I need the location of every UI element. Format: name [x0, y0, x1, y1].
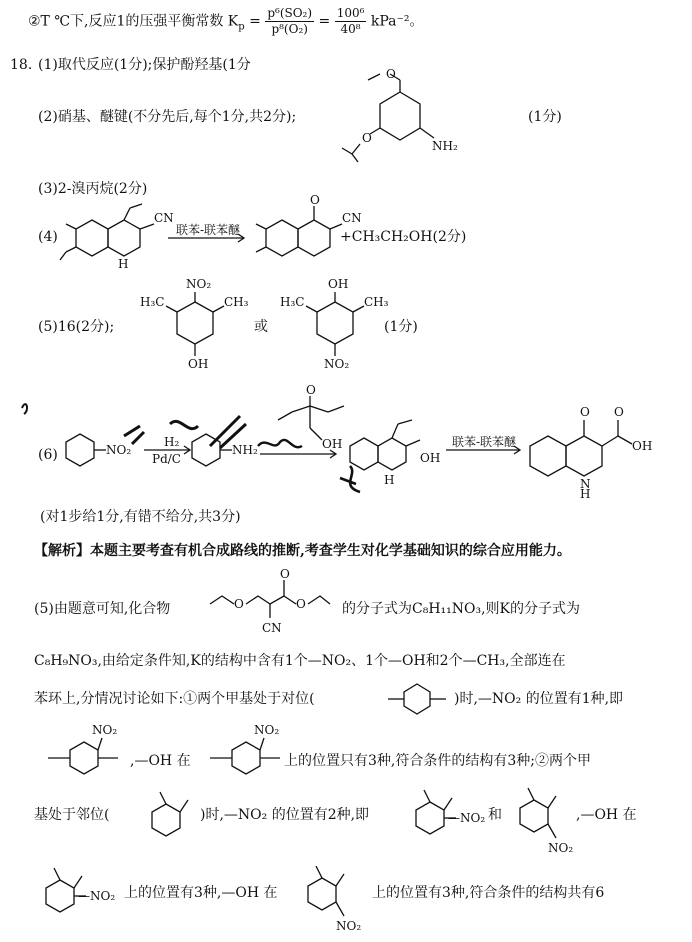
q18-label: 18.	[10, 57, 33, 73]
ch3-label-a: CH₃	[224, 295, 249, 309]
oh-label-6c: OH	[632, 439, 653, 453]
svg-text:O: O	[280, 567, 290, 581]
svg-text:O: O	[362, 131, 372, 145]
no2-label-p1: NO₂	[92, 723, 118, 737]
kp-frac1-den: p⁸(O₂)	[271, 22, 308, 36]
q18-part1: (1)取代反应(1分);保护酚羟基(1分	[38, 57, 251, 73]
nh2-label-6: NH₂	[232, 443, 258, 457]
analysis-line1b: 的分子式为C₈H₁₁NO₃,则K的分子式为	[342, 601, 581, 617]
arrow-label-4: 联苯-联苯醚	[176, 223, 241, 237]
n-label-6: N	[580, 477, 591, 491]
structure-cyanoacrylate	[210, 567, 330, 635]
oh-label-b: OH	[328, 277, 349, 291]
q18-part3: (3)2-溴丙烷(2分)	[38, 181, 148, 197]
oh-label-6b: OH	[420, 451, 441, 465]
analysis-line3a: 苯环上,分情况讨论如下:①两个甲基处于对位(	[34, 691, 315, 707]
kp-eq1: =	[249, 13, 261, 30]
structure-intermediate-6	[340, 404, 440, 494]
no2-label-p2: NO₂	[254, 723, 280, 737]
h2-label: H₂	[164, 435, 180, 449]
no2-label-b: NO₂	[324, 357, 350, 371]
reaction-arrow-4	[168, 223, 248, 242]
kp-fraction-1	[265, 6, 314, 37]
h3c-label-a: H₃C	[140, 295, 165, 309]
q18-part6-note: (对1步给1分,有错不给分,共3分)	[40, 509, 241, 525]
no2-label-6: NO₂	[106, 443, 132, 457]
svg-text:O: O	[296, 597, 306, 611]
q18-part5-or: 或	[254, 319, 268, 335]
structure-isomer-a	[140, 276, 250, 372]
structure-para-nitro-2	[196, 722, 296, 778]
pdc-label: Pd/C	[152, 452, 181, 466]
analysis-line3b: )时,—NO₂ 的位置有1种,即	[454, 691, 624, 707]
svg-text:O: O	[306, 383, 316, 397]
kp-fraction-2	[335, 6, 367, 37]
structure-ortho-nitro-6	[296, 864, 362, 938]
analysis-line5b: )时,—NO₂ 的位置有2种,即	[200, 807, 370, 823]
oh-label-a: OH	[188, 357, 209, 371]
oh-label-6: OH	[322, 437, 343, 451]
svg-text:O: O	[614, 405, 624, 419]
analysis-line6a: 上的位置有3种,—OH 在	[124, 885, 278, 901]
reaction-arrow-6a	[260, 448, 340, 462]
cn-label-1: CN	[154, 211, 174, 225]
nh2-label: NH₂	[432, 139, 458, 153]
kp-frac1-num: p⁶(SO₂)	[267, 6, 313, 20]
analysis-line2: C₈H₉NO₃,由给定条件知,K的结构中含有1个—NO₂、1个—OH和2个—CH₃,全部连在	[34, 653, 566, 669]
analysis-line4b: 上的位置只有3种,符合条件的结构有3种;②两个甲	[284, 753, 591, 769]
q18-part4-label: (4)	[38, 229, 58, 245]
kp-text: ②T ℃下,反应1的压强平衡常数 K	[28, 13, 239, 30]
cn-label-analysis: CN	[262, 621, 282, 635]
no2-label-o4: NO₂	[548, 841, 574, 855]
kp-sub: p	[238, 21, 245, 33]
q18-part4-rest: +CH₃CH₂OH(2分)	[340, 229, 467, 245]
kp-eq2: =	[318, 13, 331, 30]
q18-part5-score: (1分)	[384, 319, 418, 335]
analysis-head: 【解析】本题主要考查有机合成路线的推断,考查学生对化学基础知识的综合应用能力。	[34, 543, 571, 559]
structure-ortho-xylene	[140, 790, 200, 834]
kp-frac2-num: 100⁶	[336, 6, 365, 20]
cn-label-2: CN	[342, 211, 362, 225]
o-label-6: O	[580, 405, 590, 419]
ch3-label-b: CH₃	[364, 295, 389, 309]
h-label-4: H	[118, 257, 129, 271]
structure-nitro-ether-amine	[340, 67, 480, 162]
structure-quinolone-acid	[526, 398, 676, 501]
structure-reactant-4	[60, 200, 174, 271]
structure-ortho-nitro-4	[508, 786, 574, 860]
kp-line	[28, 6, 424, 37]
no2-label-a: NO₂	[186, 277, 212, 291]
no2-side-label-2: —NO₂	[78, 889, 116, 903]
q18-part6-label: (6)	[38, 447, 58, 463]
structure-para-nitro	[34, 722, 134, 778]
analysis-line6b: 上的位置有3种,符合条件的结构共有6	[372, 885, 605, 901]
q18-part2-score: (1分)	[528, 109, 562, 125]
h3c-label-b: H₃C	[280, 295, 305, 309]
analysis-line5a: 基处于邻位(	[34, 807, 110, 823]
structure-para-xylene	[384, 680, 450, 716]
analysis-line5c: 和	[488, 807, 502, 823]
arrow-label-6: 联苯-联苯醚	[452, 435, 517, 449]
analysis-line4a: ,—OH 在	[130, 753, 191, 769]
svg-text:O: O	[310, 193, 320, 207]
svg-text:O: O	[386, 67, 396, 81]
kp-unit: kPa⁻²。	[370, 13, 424, 30]
q18-part5-label: (5)16(2分);	[38, 319, 115, 335]
svg-text:O: O	[234, 597, 244, 611]
no2-label-o6: NO₂	[336, 919, 362, 933]
no2-side-label: —NO₂	[448, 811, 486, 825]
h-label-6c: H	[580, 487, 591, 501]
analysis-line1a: (5)由题意可知,化合物	[34, 601, 171, 617]
reaction-arrow-6b	[446, 435, 524, 454]
structure-isomer-b	[280, 276, 390, 372]
analysis-line5d: ,—OH 在	[576, 807, 637, 823]
h-label-6: H	[384, 473, 395, 487]
q18-part2: (2)硝基、醚键(不分先后,每个1分,共2分);	[38, 109, 297, 125]
kp-frac2-den: 40⁸	[340, 22, 361, 36]
